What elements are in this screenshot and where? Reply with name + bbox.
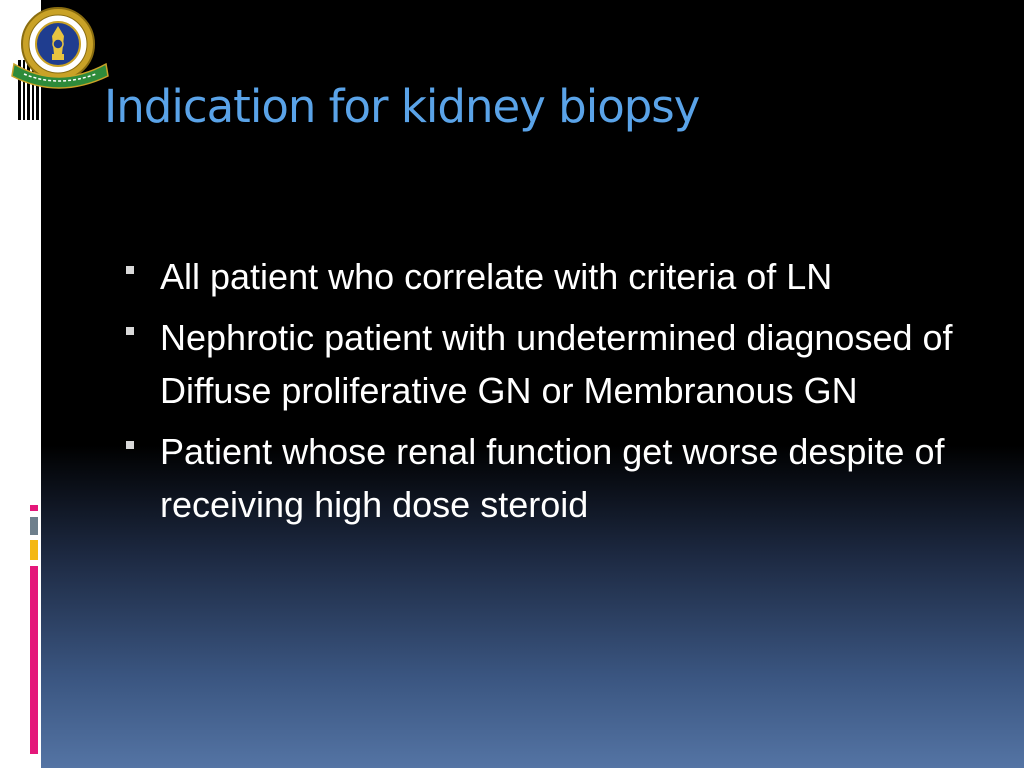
accent-yellow-block <box>30 540 38 560</box>
square-bullet-icon <box>126 441 134 449</box>
bullet-item <box>124 311 984 417</box>
square-bullet-icon <box>126 266 134 274</box>
accent-pink-bar <box>30 566 38 754</box>
accent-pink-small <box>30 505 38 511</box>
university-seal-logo <box>10 4 112 92</box>
square-bullet-icon <box>126 327 134 335</box>
bullet-text: Nephrotic patient with undetermined diagnosed of Diffuse proliferative GN or Membranous GN <box>160 317 953 411</box>
slide-title: Indication for kidney biopsy <box>104 80 700 133</box>
accent-gray-block <box>30 517 38 535</box>
bullet-item <box>124 250 984 303</box>
bullet-text: Patient whose renal function get worse despite of receiving high dose steroid <box>160 431 945 525</box>
bullet-item <box>124 425 984 531</box>
bullet-text: All patient who correlate with criteria of LN <box>160 256 833 297</box>
bullet-list <box>124 250 984 539</box>
